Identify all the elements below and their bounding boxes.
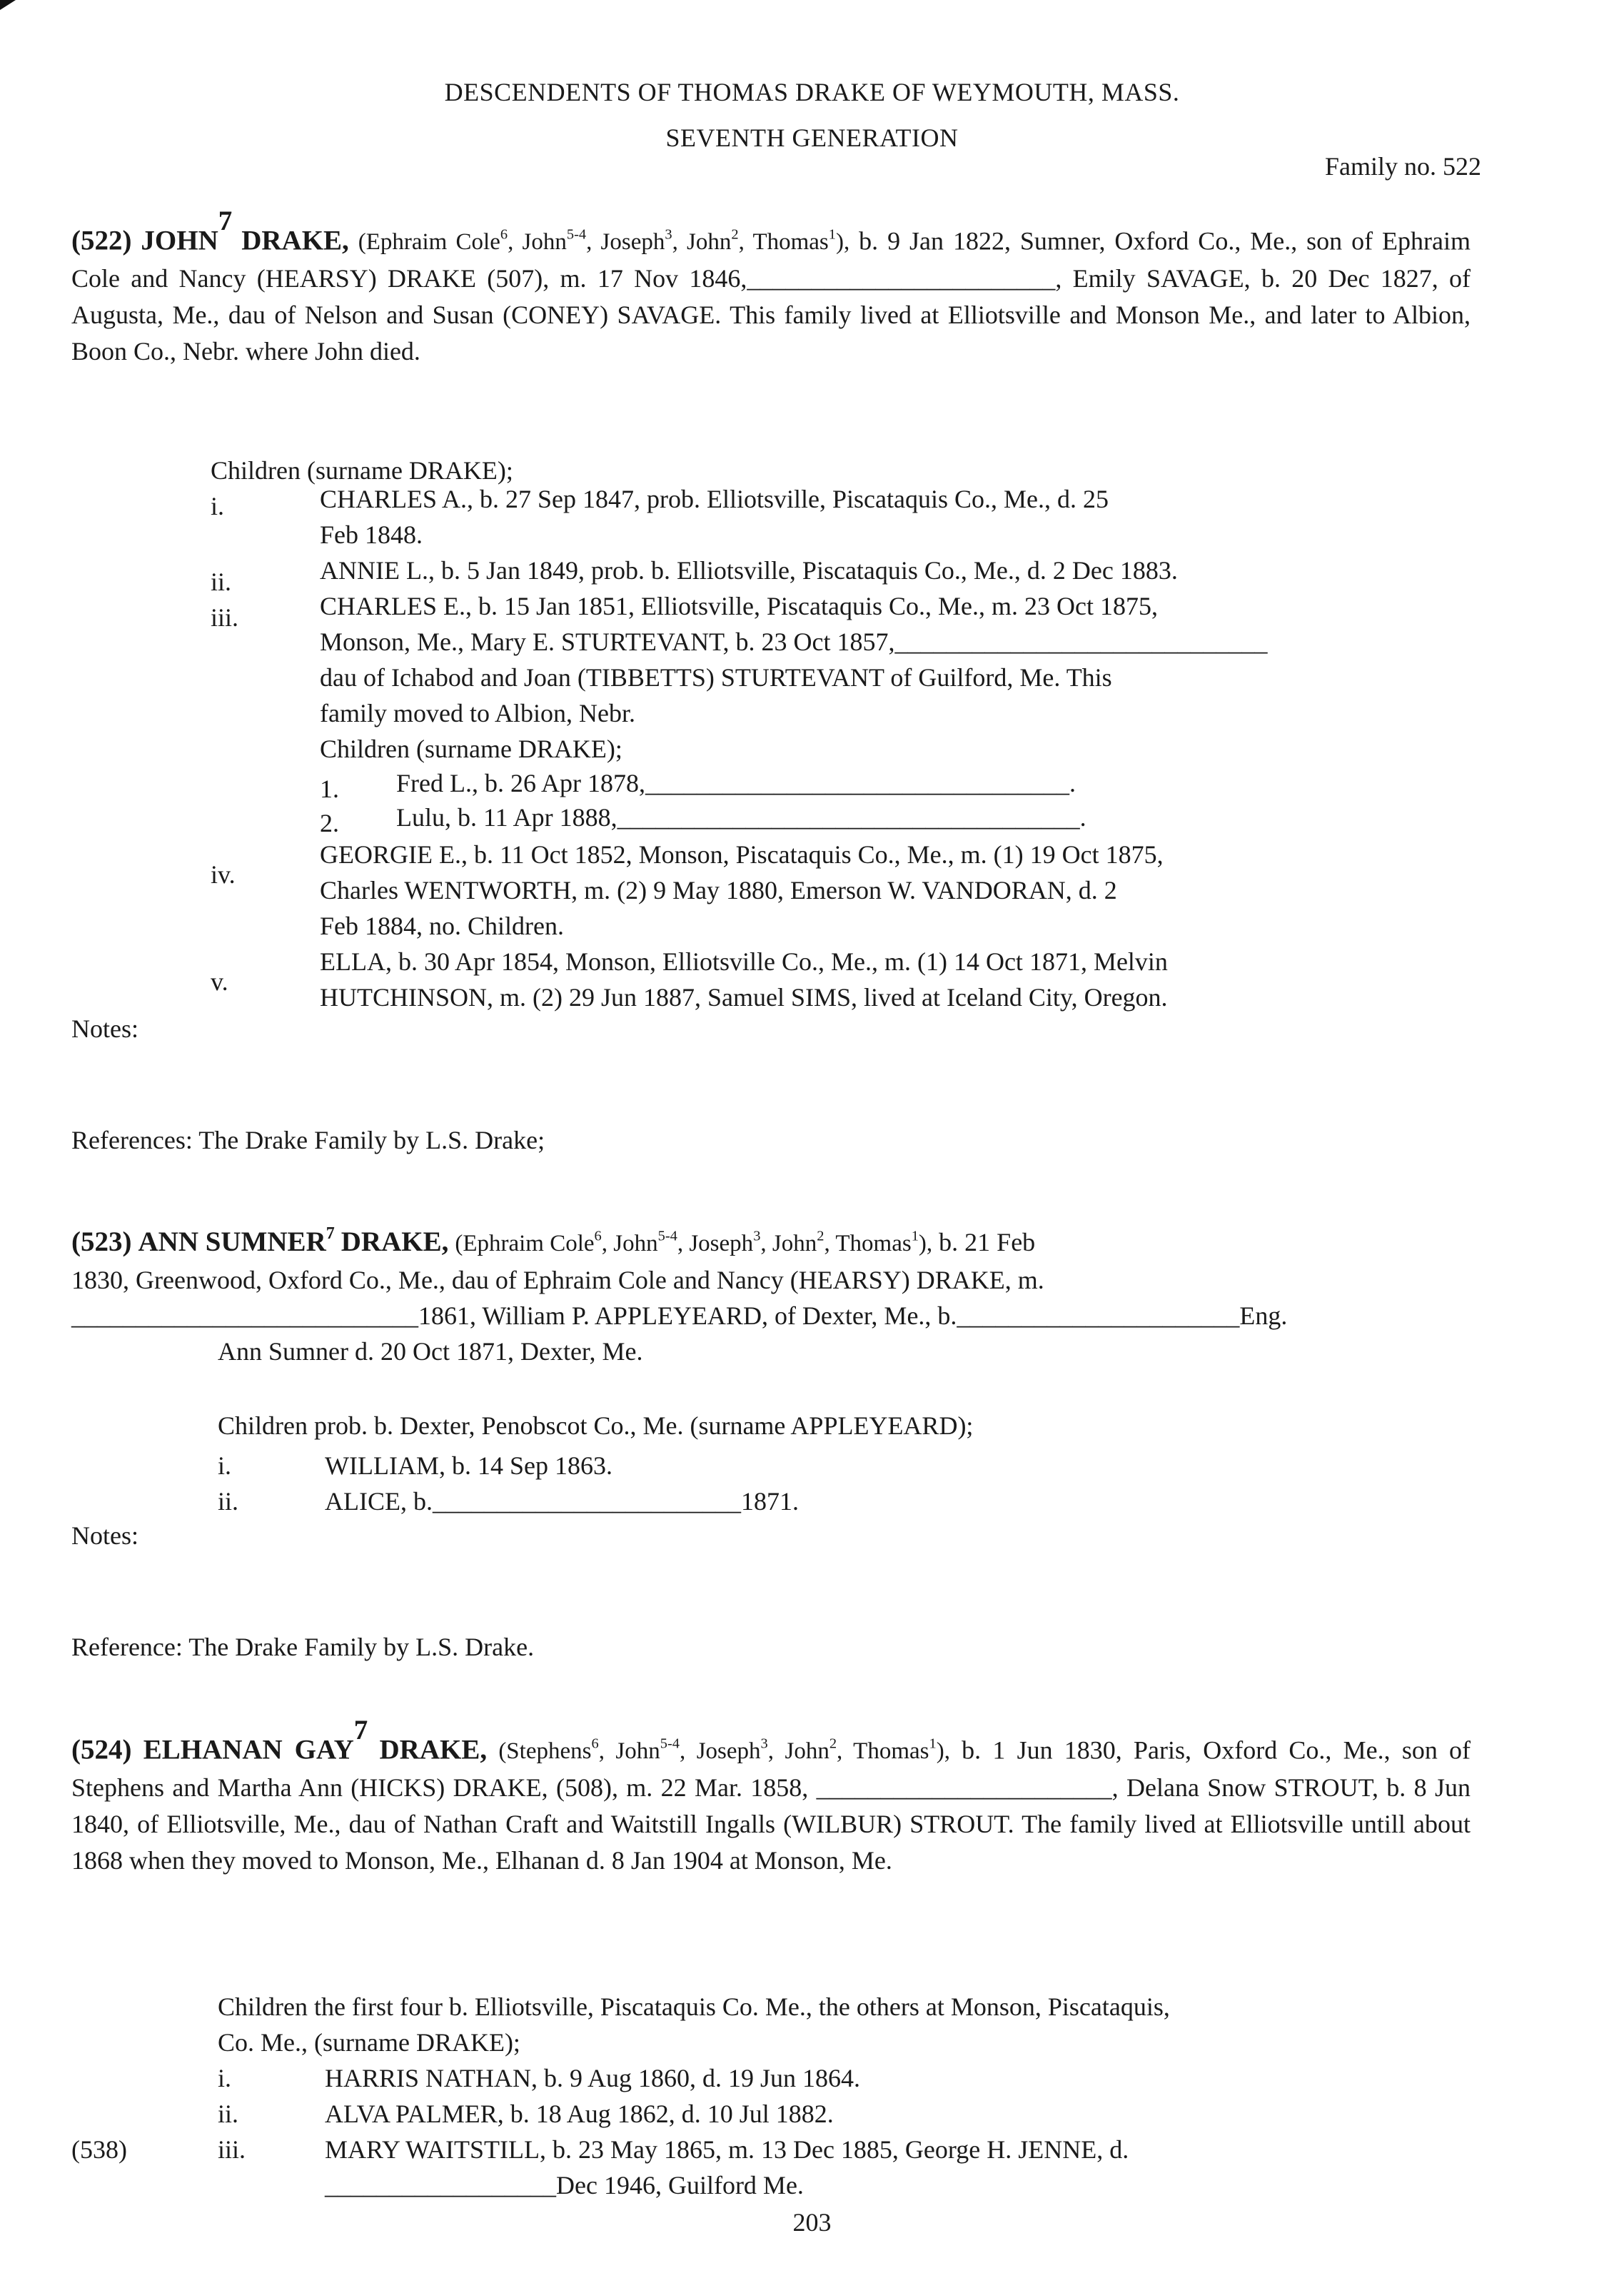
child-index: v. — [211, 967, 228, 996]
entry-number: (524) — [71, 1734, 132, 1765]
entry-524 — [71, 1715, 1471, 1879]
entry-522 — [71, 206, 1471, 370]
child-line: __________________Dec 1946, Guilford Me. — [325, 2171, 804, 2199]
entry-number: (522) — [71, 225, 132, 256]
grandchild-index: 1. — [320, 775, 339, 803]
child-line: Children (surname DRAKE); — [320, 735, 622, 763]
notes-label: Notes: — [71, 1521, 138, 1550]
child-line: HARRIS NATHAN, b. 9 Aug 1860, d. 19 Jun 1864. — [325, 2064, 861, 2092]
generation-sup: 7 — [353, 1715, 368, 1745]
child-line: Monson, Me., Mary E. STURTEVANT, b. 23 Oct 1857,_____________________________ — [320, 628, 1268, 656]
entry-number: (523) — [71, 1226, 132, 1257]
generation-sup: 7 — [326, 1224, 335, 1244]
child-line: CHARLES E., b. 15 Jan 1851, Elliotsville, Piscataquis Co., Me., m. 23 Oct 1875, — [320, 592, 1158, 620]
child-line: ALICE, b.________________________1871. — [325, 1487, 799, 1516]
entry-body: b. 9 Jan 1822, Sumner, Oxford Co., Me., son of Ephraim Cole and Nancy (HEARSY) DRAKE (507), m. 17 Nov 1846,________________________, Emily SAVAGE, b. 20 Dec 1827, of Augusta, Me., dau of Nelson and Susan (CONEY) SAVAGE. This family lived at Elliotsville and Monson Me., and later to Albion, Boon Co., Nebr. where John died. — [71, 226, 1471, 366]
entry-line: ___________________________1861, William P. APPLEYEARD, of Dexter, Me., b.______________________Eng. — [71, 1301, 1288, 1330]
child-line: Charles WENTWORTH, m. (2) 9 May 1880, Emerson W. VANDORAN, d. 2 — [320, 876, 1117, 904]
child-index: i. — [218, 1451, 232, 1480]
entry-line: 1830, Greenwood, Oxford Co., Me., dau of Ephraim Cole and Nancy (HEARSY) DRAKE, m. — [71, 1266, 1044, 1294]
lineage: (Ephraim Cole$^6$, John$^{5-4}$, Joseph$^3$, John$^2$, Thomas$^1$), — [455, 1228, 933, 1256]
child-index: ii. — [218, 2100, 239, 2128]
scan-corner-mark — [0, 0, 16, 10]
child-line: Feb 1884, no. Children. — [320, 912, 564, 940]
generation-heading: SEVENTH GENERATION — [665, 124, 959, 152]
grandchild-index: 2. — [320, 809, 339, 837]
child-line: Feb 1848. — [320, 520, 423, 549]
child-index: i. — [211, 492, 225, 520]
notes-label: Notes: — [71, 1014, 138, 1043]
children-intro: Children prob. b. Dexter, Penobscot Co., Me. (surname APPLEYEARD); — [218, 1411, 974, 1440]
child-index: ii. — [218, 1487, 239, 1516]
child-index: ii. — [211, 568, 232, 596]
page-number: 203 — [792, 2208, 832, 2237]
family-number: Family no. 522 — [1324, 152, 1481, 181]
child-line: ELLA, b. 30 Apr 1854, Monson, Elliotsville Co., Me., m. (1) 14 Oct 1871, Melvin — [320, 947, 1168, 976]
children-intro: Children the first four b. Elliotsville, Piscataquis Co. Me., the others at Monson, Piscataquis, — [218, 1992, 1170, 2021]
children-intro: Co. Me., (surname DRAKE); — [218, 2028, 520, 2057]
person-name: ANN SUMNER — [138, 1226, 326, 1257]
child-index: iii. — [211, 603, 239, 632]
references: References: The Drake Family by L.S. Drake; — [71, 1126, 545, 1154]
entry-body: b. 1 Jun 1830, Paris, Oxford Co., Me., son of Stephens and Martha Ann (HICKS) DRAKE, (508), m. 22 Mar. 1858, _______________________, Delana Snow STROUT, b. 8 Jun 1840, of Elliotsville, Me., dau of Nathan Craft and Waitstill Ingalls (WILBUR) STROUT. The family lived at Elliotsville untill about 1868 when they moved to Monson, Me., Elhanan d. 8 Jan 1904 at Monson, Me. — [71, 1735, 1471, 1875]
child-line: dau of Ichabod and Joan (TIBBETTS) STURTEVANT of Guilford, Me. This — [320, 663, 1112, 692]
child-index: iv. — [211, 860, 236, 889]
child-line: ALVA PALMER, b. 18 Aug 1862, d. 10 Jul 1882. — [325, 2100, 834, 2128]
child-index: iii. — [218, 2135, 246, 2164]
child-line: MARY WAITSTILL, b. 23 May 1865, m. 13 Dec 1885, George H. JENNE, d. — [325, 2135, 1129, 2164]
person-surname: DRAKE, — [379, 1734, 488, 1765]
page-heading: DESCENDENTS OF THOMAS DRAKE OF WEYMOUTH, MASS. — [444, 78, 1180, 106]
child-line: ANNIE L., b. 5 Jan 1849, prob. b. Elliotsville, Piscataquis Co., Me., d. 2 Dec 1883. — [320, 556, 1178, 585]
child-line: CHARLES A., b. 27 Sep 1847, prob. Elliotsville, Piscataquis Co., Me., d. 25 — [320, 485, 1109, 513]
person-surname: DRAKE, — [241, 225, 349, 256]
person-surname: DRAKE, — [341, 1226, 449, 1257]
children-intro: Children (surname DRAKE); — [211, 456, 513, 485]
child-index: i. — [218, 2064, 232, 2092]
child-line: family moved to Albion, Nebr. — [320, 699, 635, 727]
child-ref-number: (538) — [71, 2135, 127, 2164]
generation-sup: 7 — [218, 206, 233, 236]
lineage: (Ephraim Cole$^6$, John$^{5-4}$, Joseph$^3$, John$^2$, Thomas$^1$), — [358, 226, 850, 256]
grandchild-line: Lulu, b. 11 Apr 1888,____________________________________. — [396, 803, 1086, 832]
child-line: GEORGIE E., b. 11 Oct 1852, Monson, Piscataquis Co., Me., m. (1) 19 Oct 1875, — [320, 840, 1164, 869]
child-line: WILLIAM, b. 14 Sep 1863. — [325, 1451, 612, 1480]
entry-523-line1 — [71, 1224, 1035, 1262]
lineage: (Stephens$^6$, John$^{5-4}$, Joseph$^3$, John$^2$, Thomas$^1$), — [498, 1735, 950, 1765]
person-name: ELHANAN GAY — [143, 1734, 354, 1765]
reference: Reference: The Drake Family by L.S. Drake. — [71, 1633, 535, 1661]
entry-line: Ann Sumner d. 20 Oct 1871, Dexter, Me. — [218, 1337, 643, 1366]
line-tail: b. 21 Feb — [932, 1228, 1036, 1256]
person-name: JOHN — [141, 225, 218, 256]
grandchild-line: Fred L., b. 26 Apr 1878,_________________________________. — [396, 769, 1076, 797]
child-line: HUTCHINSON, m. (2) 29 Jun 1887, Samuel SIMS, lived at Iceland City, Oregon. — [320, 983, 1168, 1012]
